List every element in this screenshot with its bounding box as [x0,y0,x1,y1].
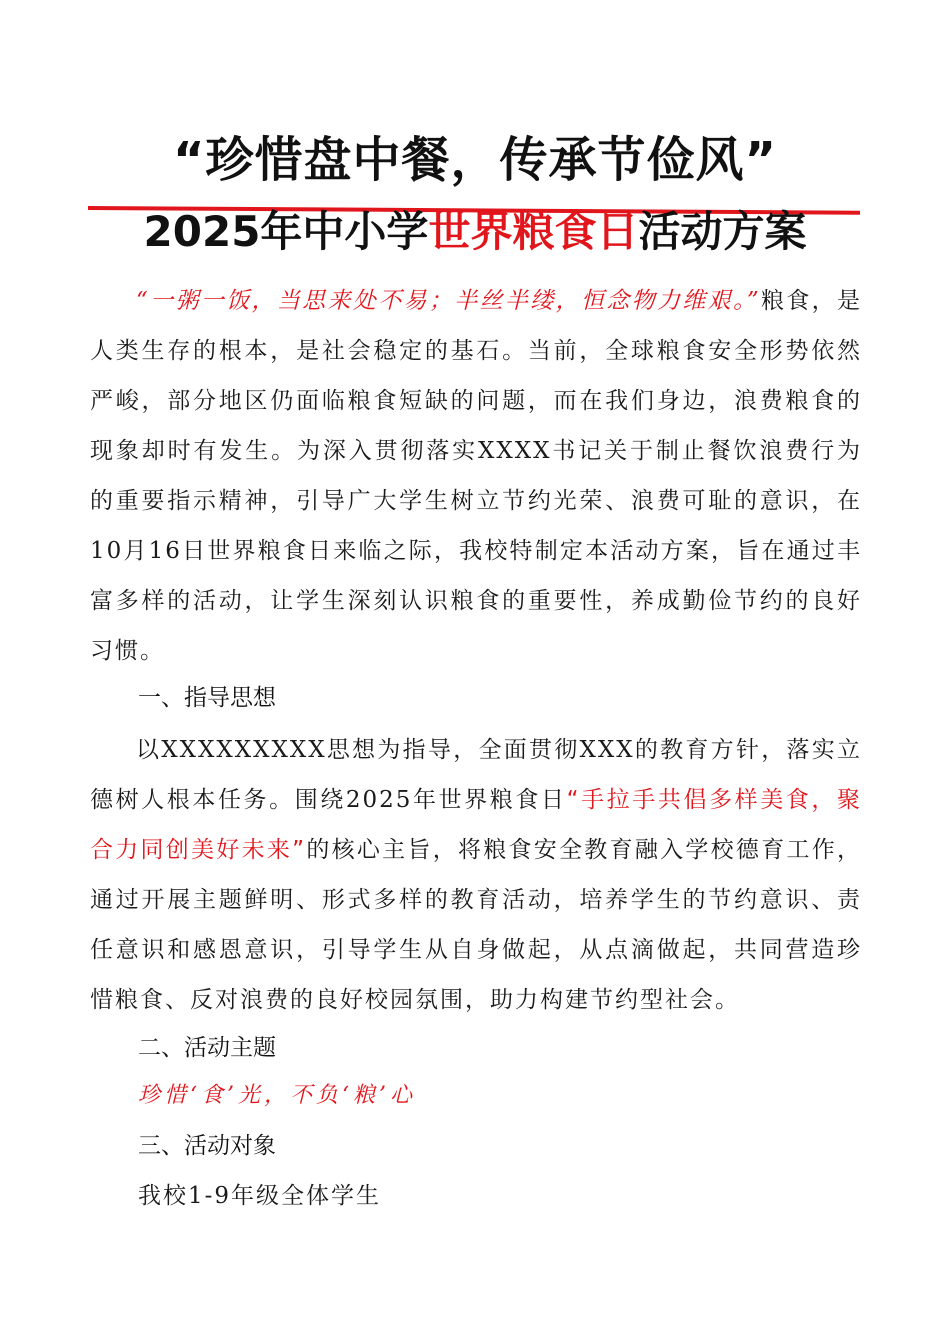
title-line2-prefix: 2025年中小学 [143,207,429,256]
title-line2-highlight: 世界粮食日 [428,207,639,256]
guiding-theme-highlight: “手拉手共倡多样美食，聚合力同创美好未来” [90,787,862,863]
title-line2-suffix: 活动方案 [638,207,807,256]
document-title-line1: “珍惜盘中餐，传承节俭风” [172,132,778,188]
section-heading-guiding-ideology: 一、指导思想 [138,685,276,711]
guiding-ideology-paragraph [90,725,862,1025]
intro-text: 粮食，是人类生存的根本，是社会稳定的基石。当前，全球粮食安全形势依然严峻，部分地区仍面临粮食短缺的问题，而在我们身边，浪费粮食的现象却时有发生。为深入贯彻落实XXXX书记关于制止餐饮浪费行为的重要指示精神，引导广大学生树立节约光荣、浪费可耻的意识，在10月16日世界粮食日来临之际，我校特制定本活动方案，旨在通过丰富多样的活动，让学生深刻认识粮食的重要性，养成勤俭节约的良好习惯。 [90,288,862,664]
section-heading-activity-theme: 二、活动主题 [138,1035,276,1061]
intro-quote: “一粥一饭，当思来处不易；半丝半缕，恒念物力维艰。” [136,288,761,314]
document-title-line2 [0,202,950,262]
activity-target-text: 我校1-9年级全体学生 [138,1183,382,1209]
section-heading-activity-target: 三、活动对象 [138,1133,276,1159]
activity-theme-text: 珍惜‘食’光，不负‘粮’心 [138,1083,416,1108]
guiding-text-after: 的核心主旨，将粮食安全教育融入学校德育工作，通过开展主题鲜明、形式多样的教育活动，培养学生的节约意识、责任意识和感恩意识，引导学生从自身做起，从点滴做起，共同营造珍惜粮食、反对浪费的良好校园氛围，助力构建节约型社会。 [90,837,863,1013]
intro-paragraph [90,276,862,676]
guiding-text-before: 以XXXXXXXXX思想为指导，全面贯彻XXX的教育方针，落实立德树人根本任务。围绕2025年世界粮食日 [90,737,862,813]
